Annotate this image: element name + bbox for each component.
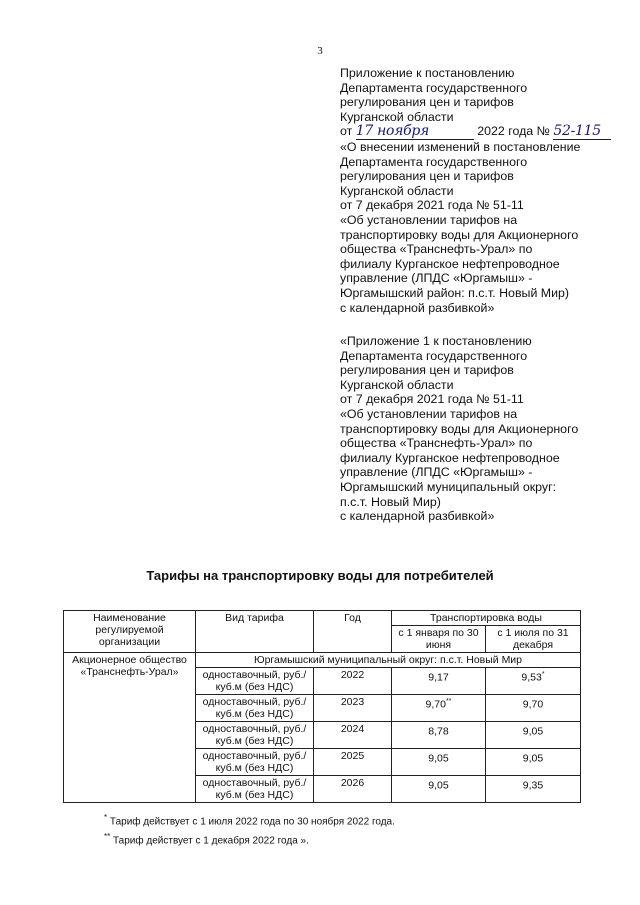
header-line: Департамента государственного [340,80,528,95]
appendix-line: с календарной разбивкой» [340,509,495,524]
header-line: управление (ЛПДС «Юргамыш» - [340,271,533,286]
appendix-line: Курганской области [340,377,454,392]
year-cell: 2022 [314,668,392,695]
date-line [340,124,630,140]
appendix-line: управление (ЛПДС «Юргамыш» - [340,465,533,480]
territory-row [64,653,581,668]
header-line: регулирования цен и тарифов [340,169,514,184]
header-line: от 7 декабря 2021 года № 51-11 [340,198,524,213]
appendix-line: общества «Транснефть-Урал» по [340,436,533,451]
header-line: филиалу Курганское нефтепроводное [340,256,560,271]
appendix-line: филиалу Курганское нефтепроводное [340,450,560,465]
appendix-line: Юргамышский муниципальный округ: [340,479,557,494]
period-2-cell: 9,35 [486,776,581,803]
organization-cell: Акционерное общество «Транснефть-Урал» [64,653,196,803]
year-cell: 2026 [314,776,392,803]
handwritten-date: 17 ноября [355,123,430,140]
period-1-cell: 8,78 [392,722,486,749]
tariff-type-cell: одноставочный, руб./куб.м (без НДС) [196,749,314,776]
header-line: регулирования цен и тарифов [340,95,514,110]
period-2-cell: 9,70 [486,695,581,722]
date-suffix: 2022 года № [477,124,550,139]
appendix-1-block [340,334,630,524]
header-type: Вид тарифа [196,611,314,653]
table-title: Тарифы на транспортировку воды для потребителей [146,568,494,583]
header-period-1: с 1 января по 30 июня [392,626,486,653]
header-line: Департамента государственного [340,154,528,169]
territory-cell: Юргамышский муниципальный округ: п.с.т. Новый Мир [196,653,581,668]
tariff-type-cell: одноставочный, руб./куб.м (без НДС) [196,668,314,695]
appendix-line: транспортировку воды для Акционерного [340,421,579,436]
appendix-header [340,66,630,315]
table-header-row [64,611,581,626]
footnote: * Тариф действует с 1 июля 2022 года по 30 ноября 2022 года. [104,813,395,828]
appendix-line: «Об установлении тарифов на [340,406,518,421]
tariff-type-cell: одноставочный, руб./куб.м (без НДС) [196,776,314,803]
header-line: с календарной разбивкой» [340,300,495,315]
tariff-type-cell: одноставочный, руб./куб.м (без НДС) [196,695,314,722]
header-line: «Об установлении тарифов на [340,212,518,227]
year-cell: 2023 [314,695,392,722]
footnotes [104,810,395,849]
year-cell: 2024 [314,722,392,749]
date-field [356,124,474,140]
header-line: «О внесении изменений в постановление [340,139,581,154]
tariff-table [63,610,581,803]
header-line: Юргамышский район: п.с.т. Новый Мир) [340,285,570,300]
period-2-cell: 9,05 [486,749,581,776]
handwritten-number: 52-115 [553,123,601,140]
appendix-line: Департамента государственного [340,348,528,363]
header-line: общества «Транснефть-Урал» по [340,242,533,257]
header-line: Курганской области [340,183,454,198]
tariff-type-cell: одноставочный, руб./куб.м (без НДС) [196,722,314,749]
appendix-line: от 7 декабря 2021 года № 51-11 [340,392,524,407]
period-2-cell: 9,53* [486,668,581,695]
period-1-cell: 9,70** [392,695,486,722]
appendix-line: регулирования цен и тарифов [340,363,514,378]
appendix-line: п.с.т. Новый Мир) [340,494,441,509]
footnote: ** Тариф действует с 1 декабря 2022 года ». [104,832,309,847]
header-org: Наименование регулируемой организации [64,611,196,653]
header-year: Год [314,611,392,653]
header-line: транспортировку воды для Акционерного [340,227,579,242]
header-transport: Транспортировка воды [392,611,581,626]
date-prefix: от [340,124,353,139]
header-period-2: с 1 июля по 31 декабря [486,626,581,653]
header-line: Курганской области [340,109,454,124]
page-number: 3 [317,45,323,57]
period-1-cell: 9,05 [392,749,486,776]
appendix-line: «Приложение 1 к постановлению [340,334,532,348]
period-1-cell: 9,17 [392,668,486,695]
header-line: Приложение к постановлению [340,66,515,80]
year-cell: 2025 [314,749,392,776]
period-1-cell: 9,05 [392,776,486,803]
period-2-cell: 9,05 [486,722,581,749]
number-field [553,124,611,140]
